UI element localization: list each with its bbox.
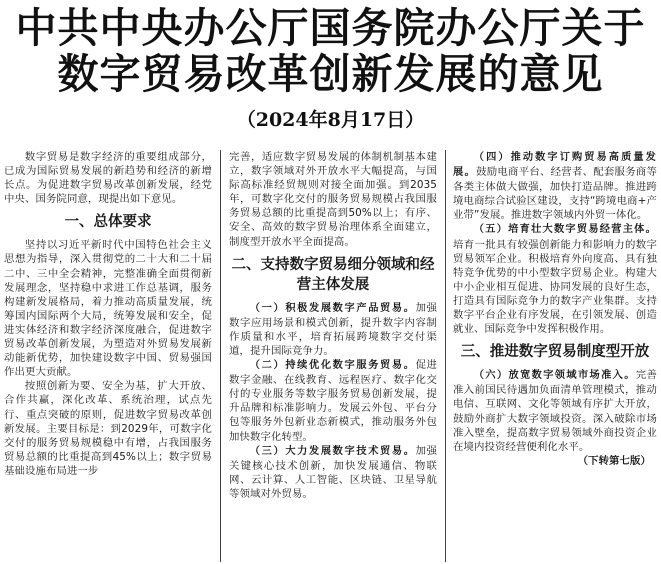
subsection-text: 鼓励电商平台、经营者、配套服务商等各类主体做大做强，加快打造品牌。推进跨境电商综合试验区建设，支持“跨境电商+产业带”发展。推进数字领域内外贸一体化。: [453, 166, 657, 222]
body-paragraph: 完善，适应数字贸易发展的体制机制基本建立，数字领域对外开放水平大幅提高，与国际高标准经贸规则对接全面加强。到2035年，可数字化交付的服务贸易规模占我国服务贸易总额的比重提高到50%以上；有序、安全、高效的数字贸易治理体系全面建立，制度型开放水平全面提高。: [229, 151, 437, 248]
article-column-1: [4, 150, 212, 562]
subsection-text: 加强关键核心技术创新，加快发展通信、物联网、云计算、人工智能、区块链、卫星导航等领域对外贸易。: [229, 444, 437, 500]
subsection-text: 培育一批具有较强创新能力和影响力的数字贸易领军企业。积极培育外向度高、具有独特竞争优势的中小型数字贸易企业。构建大中小企业相互促进、协同发展的良好生态，打造具有国际竞争力的数字产业集群。支持数字平台企业有序发展，在引领发展、创造就业、国际竞争中发挥积极作用。: [453, 238, 657, 336]
subsection-title: （五）培育壮大数字贸易经营主体。: [473, 224, 657, 236]
section-heading-reform: 三、推进数字贸易制度型开放: [460, 344, 650, 361]
page-title-line2: 数字贸易改革创新发展的意见: [57, 50, 604, 98]
section-heading-support: 二、支持数字贸易细分领域和经营主体发展: [231, 256, 435, 293]
subsection-title: （四）推动数字订购贸易高质量发展。: [453, 152, 657, 179]
continued-on-page-note[interactable]: （下转第七版）: [577, 454, 651, 467]
subsection-paragraph: [229, 358, 437, 444]
subsection-paragraph: [453, 222, 657, 336]
subsection-paragraph: [229, 444, 437, 501]
subsection-paragraph: [229, 301, 437, 358]
article-column-3: [453, 150, 657, 562]
section-heading-general: 一、总体要求: [64, 214, 152, 231]
body-paragraph: 按照创新为要、安全为基，扩大开放、合作共赢，深化改革、系统治理，试点先行、重点突破的原则，促进数字贸易改革创新发展。主要目标是：到2029年，可数字化交付的服务贸易规模稳中有增，占我国服务贸易总额的比重提高到45%以上；数字贸易基础设施布局进一步: [4, 380, 212, 477]
subsection-title: （三）大力发展数字技术贸易。: [249, 445, 416, 457]
intro-paragraph: 数字贸易是数字经济的重要组成部分，已成为国际贸易发展的新趋势和经济的新增长点。为促进数字贸易改革创新发展，经党中央、国务院同意，现提出如下意见。: [4, 151, 212, 206]
subsection-text: 促进数字金融、在线教育、远程医疗、数字化交付的专业服务等数字服务贸易创新发展，提升品牌和标准影响力。发展云外包、平台分包等服务外包新业态新模式，推动服务外包加快数字化转型。: [229, 359, 437, 443]
subsection-title: （一）积极发展数字产品贸易。: [249, 302, 416, 314]
subsection-title: （六）放宽数字领域市场准入。: [473, 370, 636, 382]
subsection-title: （二）持续优化数字服务贸易。: [249, 360, 416, 372]
subsection-text: 加强数字应用场景和模式创新，提升数字内容制作质量和水平，培育拓展跨境数字交付渠道，提升国际竞争力。: [229, 301, 437, 357]
article-column-2: [229, 150, 437, 562]
column-rule-2: [445, 150, 446, 562]
page-title-line1: 中共中央办公厅国务院办公厅关于: [15, 4, 646, 52]
column-rule-1: [220, 150, 221, 562]
subsection-paragraph: [453, 368, 657, 467]
subsection-text: 完善准入前国民待遇加负面清单管理模式，推动电信、互联网、文化等领域有序扩大开放，鼓励外商扩大数字领域投资。深入破除市场准入壁垒，提高数字贸易领域外商投资企业在境内投资经营便利化水平。: [453, 369, 657, 453]
subsection-paragraph: [453, 150, 657, 222]
body-paragraph: 坚持以习近平新时代中国特色社会主义思想为指导，深入贯彻党的二十大和二十届二中、三中全会精神，完整准确全面贯彻新发展理念，坚持稳中求进工作总基调，服务构建新发展格局，着力推动高质量发展，统筹国内国际两个大局，统筹发展和安全，促进实体经济和数字经济深度融合，促进数字贸易改革创新发展，为塑造对外贸易发展新动能新优势，加快建设数字中国、贸易强国作出更大贡献。: [4, 239, 212, 379]
issue-date: （2024年8月17日）: [236, 109, 425, 131]
